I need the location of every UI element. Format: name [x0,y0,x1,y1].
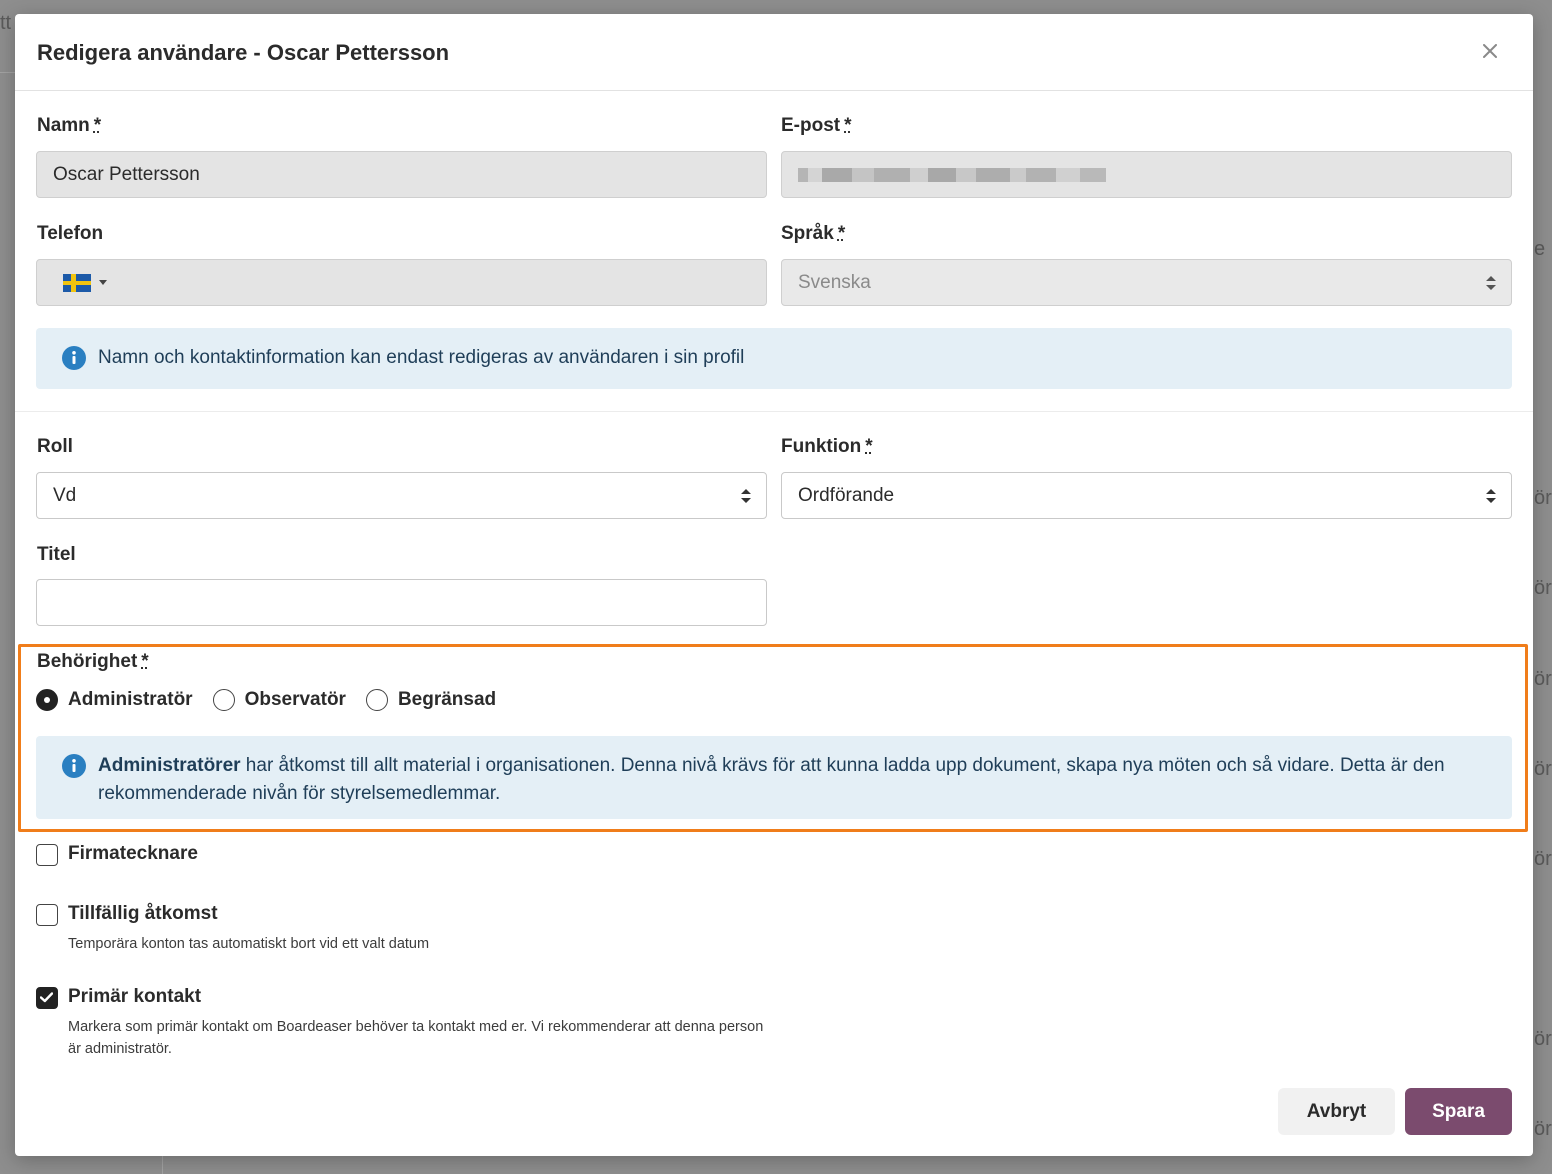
section-divider [15,411,1533,412]
backdrop-divider [0,72,15,73]
required-mark: * [844,115,852,136]
required-mark: * [865,436,873,457]
backdrop-text: ör [1534,758,1552,780]
select-arrows-icon [1485,275,1497,291]
function-label: Funktion * [781,436,873,457]
title-label: Titel [37,544,76,565]
cancel-button[interactable]: Avbryt [1278,1088,1395,1135]
role-label: Roll [37,436,73,457]
name-label: Namn * [37,115,102,136]
backdrop-text: tt [0,12,12,34]
language-label: Språk * [781,223,846,244]
backdrop-text: ör [1534,1118,1552,1140]
checkmark-icon [40,992,53,1003]
backdrop-text: ör [1534,668,1552,690]
info-icon [62,346,86,370]
backdrop-text: ör [1534,487,1552,509]
blurred-email-value [798,166,1106,184]
temporary-access-description: Temporära konton tas automatiskt bort vid ett valt datum [68,936,430,952]
radio-observer[interactable]: Observatör [213,689,346,711]
contact-info-note: Namn och kontaktinformation kan endast redigeras av användaren i sin profil [36,328,1512,389]
backdrop-text: e [1534,238,1546,260]
language-select[interactable]: Svenska [781,259,1512,306]
radio-button-checked[interactable] [36,689,58,711]
close-button[interactable] [1477,38,1503,64]
permission-radio-group [36,689,516,711]
permission-info-note: Administratörer har åtkomst till allt material i organisationen. Denna nivå krävs för att kunna ladda upp dokument, skapa nya möten och så vidare. Detta är den rekommenderade nivån för styrelsemedlemmar. [36,736,1512,819]
required-mark: * [141,651,149,672]
close-icon [1483,44,1497,58]
primary-contact-description: Markera som primär kontakt om Boardeaser behöver ta kontakt med er. Vi rekommenderar att denna person är administratör. [68,1019,764,1057]
signatory-checkbox[interactable] [36,844,58,866]
edit-user-modal [15,14,1533,1156]
backdrop-divider [162,1156,163,1174]
required-mark: * [837,223,846,244]
email-label: E-post * [781,115,852,136]
info-icon [62,754,86,778]
role-select[interactable]: Vd [36,472,767,519]
signatory-checkbox-row[interactable] [36,843,198,866]
radio-restricted[interactable]: Begränsad [366,689,496,711]
select-arrows-icon [1485,488,1497,504]
function-select[interactable]: Ordförande [781,472,1512,519]
required-mark: * [93,115,102,136]
backdrop-text: ör [1534,1028,1552,1050]
primary-contact-checkbox[interactable] [36,987,58,1009]
phone-label: Telefon [37,223,104,244]
email-input[interactable] [781,151,1512,198]
country-selector[interactable] [63,274,107,292]
info-bold-term: Administratörer [98,755,241,776]
radio-button[interactable] [213,689,235,711]
save-button[interactable]: Spara [1405,1088,1512,1135]
modal-header [15,14,1533,91]
permission-label: Behörighet * [37,651,149,672]
temporary-access-checkbox[interactable] [36,904,58,926]
primary-contact-checkbox-row[interactable] [36,986,768,1060]
temporary-access-checkbox-row[interactable] [36,903,768,955]
signatory-label: Firmatecknare [68,843,198,864]
backdrop-text: ör [1534,577,1552,599]
caret-down-icon [99,280,107,285]
backdrop-text: ör [1534,848,1552,870]
name-input[interactable]: Oscar Pettersson [36,151,767,198]
phone-input[interactable] [36,259,767,306]
radio-button[interactable] [366,689,388,711]
modal-title: Redigera användare - Oscar Pettersson [37,40,450,65]
primary-contact-label: Primär kontakt [68,986,202,1007]
title-input[interactable] [36,579,767,626]
select-arrows-icon [740,488,752,504]
temporary-access-label: Tillfällig åtkomst [68,903,218,924]
radio-administrator[interactable]: Administratör [36,689,193,711]
sweden-flag-icon [63,274,91,292]
